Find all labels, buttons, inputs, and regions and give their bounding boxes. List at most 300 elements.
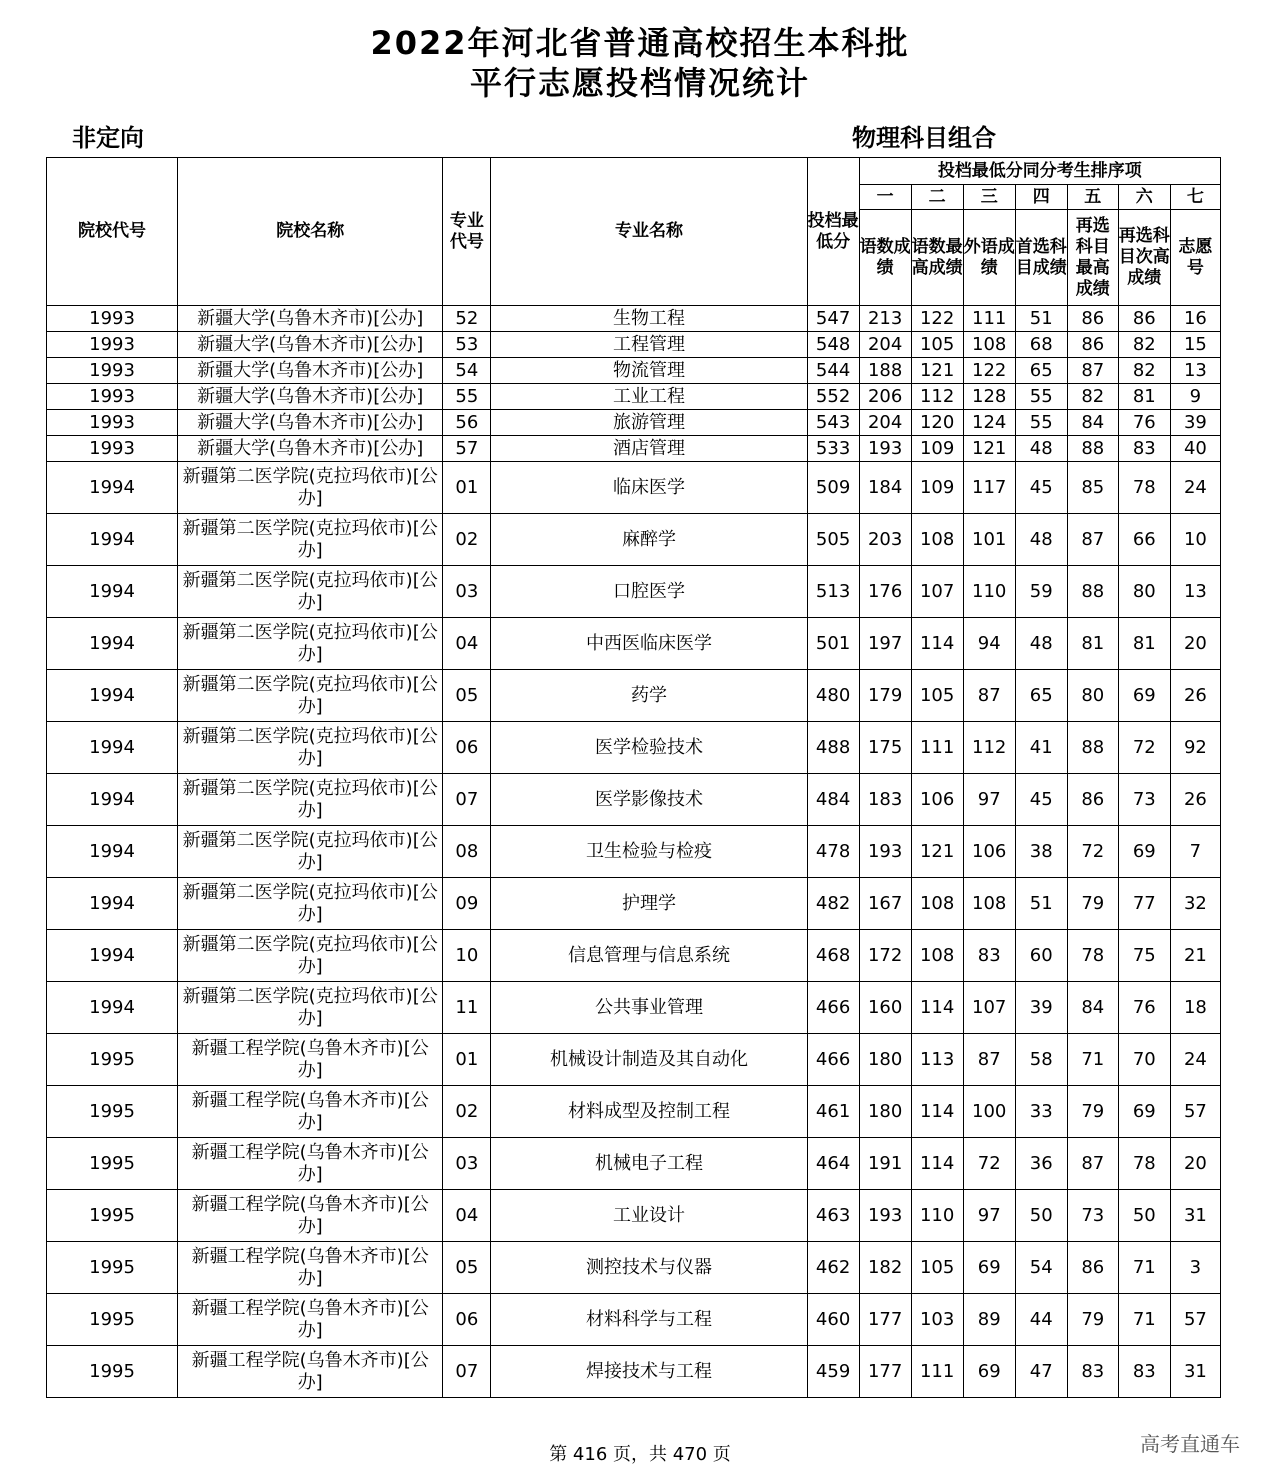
cell-foreign-lang: 101: [963, 514, 1015, 566]
cell-school-name: 新疆工程学院(乌鲁木齐市)[公办]: [178, 1138, 443, 1190]
cell-min-score: 464: [807, 1138, 859, 1190]
table-row: [47, 514, 1221, 566]
table-row: [47, 670, 1221, 722]
header-sort-item-6: 再选科目次高成绩: [1118, 210, 1170, 306]
cell-major-code: 03: [443, 566, 491, 618]
cell-elective-second: 69: [1118, 1086, 1170, 1138]
cell-elective-second: 78: [1118, 1138, 1170, 1190]
header-school-name: 院校名称: [178, 158, 443, 306]
cell-chn-math-max: 111: [911, 722, 963, 774]
header-tiebreak-group: 投档最低分同分考生排序项: [859, 158, 1220, 185]
cell-chn-math-max: 103: [911, 1294, 963, 1346]
table-row: [47, 878, 1221, 930]
cell-min-score: 488: [807, 722, 859, 774]
cell-major-code: 06: [443, 1294, 491, 1346]
cell-school-name: 新疆第二医学院(克拉玛依市)[公办]: [178, 462, 443, 514]
cell-school-code: 1994: [47, 566, 178, 618]
cell-min-score: 533: [807, 436, 859, 462]
cell-elective-max: 86: [1067, 306, 1118, 332]
cell-major-code: 53: [443, 332, 491, 358]
cell-school-name: 新疆第二医学院(克拉玛依市)[公办]: [178, 774, 443, 826]
page-title-line1: 2022年河北省普通高校招生本科批: [370, 24, 910, 62]
cell-elective-max: 80: [1067, 670, 1118, 722]
cell-first-subject: 51: [1015, 878, 1067, 930]
header-sort-item-1: 语数成绩: [859, 210, 911, 306]
cell-first-subject: 45: [1015, 462, 1067, 514]
cell-school-name: 新疆第二医学院(克拉玛依市)[公办]: [178, 618, 443, 670]
cell-school-name: 新疆第二医学院(克拉玛依市)[公办]: [178, 982, 443, 1034]
cell-school-name: 新疆大学(乌鲁木齐市)[公办]: [178, 306, 443, 332]
cell-chn-math-score: 160: [859, 982, 911, 1034]
cell-choice-number: 9: [1170, 384, 1220, 410]
cell-first-subject: 50: [1015, 1190, 1067, 1242]
cell-major-code: 04: [443, 618, 491, 670]
cell-chn-math-max: 114: [911, 1086, 963, 1138]
header-rank-7: 七: [1170, 185, 1220, 210]
cell-major-name: 卫生检验与检疫: [491, 826, 807, 878]
cell-choice-number: 13: [1170, 566, 1220, 618]
cell-major-code: 01: [443, 462, 491, 514]
cell-school-code: 1994: [47, 826, 178, 878]
cell-min-score: 509: [807, 462, 859, 514]
header-rank-4: 四: [1015, 185, 1067, 210]
cell-first-subject: 55: [1015, 410, 1067, 436]
cell-choice-number: 26: [1170, 670, 1220, 722]
cell-school-name: 新疆工程学院(乌鲁木齐市)[公办]: [178, 1242, 443, 1294]
cell-school-code: 1995: [47, 1190, 178, 1242]
cell-school-name: 新疆第二医学院(克拉玛依市)[公办]: [178, 878, 443, 930]
table-row: [47, 1034, 1221, 1086]
cell-chn-math-max: 105: [911, 670, 963, 722]
cell-foreign-lang: 108: [963, 332, 1015, 358]
cell-elective-second: 73: [1118, 774, 1170, 826]
cell-major-name: 麻醉学: [491, 514, 807, 566]
cell-school-code: 1994: [47, 930, 178, 982]
cell-choice-number: 32: [1170, 878, 1220, 930]
cell-min-score: 466: [807, 982, 859, 1034]
cell-choice-number: 40: [1170, 436, 1220, 462]
cell-foreign-lang: 106: [963, 826, 1015, 878]
cell-choice-number: 7: [1170, 826, 1220, 878]
cell-chn-math-max: 108: [911, 878, 963, 930]
cell-major-name: 临床医学: [491, 462, 807, 514]
cell-min-score: 482: [807, 878, 859, 930]
table-row: [47, 618, 1221, 670]
table-row: [47, 982, 1221, 1034]
cell-min-score: 461: [807, 1086, 859, 1138]
cell-foreign-lang: 124: [963, 410, 1015, 436]
cell-chn-math-max: 111: [911, 1346, 963, 1398]
cell-school-code: 1995: [47, 1034, 178, 1086]
cell-school-name: 新疆工程学院(乌鲁木齐市)[公办]: [178, 1294, 443, 1346]
cell-elective-max: 84: [1067, 982, 1118, 1034]
cell-chn-math-score: 182: [859, 1242, 911, 1294]
cell-first-subject: 51: [1015, 306, 1067, 332]
cell-school-name: 新疆大学(乌鲁木齐市)[公办]: [178, 358, 443, 384]
cell-elective-max: 88: [1067, 436, 1118, 462]
table-row: [47, 384, 1221, 410]
cell-chn-math-max: 106: [911, 774, 963, 826]
cell-foreign-lang: 87: [963, 670, 1015, 722]
cell-school-name: 新疆第二医学院(克拉玛依市)[公办]: [178, 722, 443, 774]
cell-elective-second: 86: [1118, 306, 1170, 332]
cell-min-score: 484: [807, 774, 859, 826]
cell-first-subject: 48: [1015, 436, 1067, 462]
cell-school-name: 新疆工程学院(乌鲁木齐市)[公办]: [178, 1034, 443, 1086]
table-row: [47, 462, 1221, 514]
cell-foreign-lang: 69: [963, 1242, 1015, 1294]
cell-foreign-lang: 108: [963, 878, 1015, 930]
table-row: [47, 566, 1221, 618]
header-school-code: 院校代号: [47, 158, 178, 306]
cell-first-subject: 65: [1015, 358, 1067, 384]
cell-major-code: 05: [443, 670, 491, 722]
cell-elective-max: 88: [1067, 722, 1118, 774]
table-row: [47, 722, 1221, 774]
cell-major-name: 旅游管理: [491, 410, 807, 436]
header-sort-item-2: 语数最高成绩: [911, 210, 963, 306]
table-row: [47, 1138, 1221, 1190]
cell-major-code: 02: [443, 514, 491, 566]
cell-major-name: 机械设计制造及其自动化: [491, 1034, 807, 1086]
cell-foreign-lang: 107: [963, 982, 1015, 1034]
cell-chn-math-max: 105: [911, 1242, 963, 1294]
cell-elective-max: 86: [1067, 774, 1118, 826]
cell-first-subject: 58: [1015, 1034, 1067, 1086]
cell-first-subject: 48: [1015, 618, 1067, 670]
cell-first-subject: 68: [1015, 332, 1067, 358]
cell-min-score: 543: [807, 410, 859, 436]
cell-first-subject: 60: [1015, 930, 1067, 982]
header-sort-item-5: 再选科目最高成绩: [1067, 210, 1118, 306]
cell-chn-math-score: 175: [859, 722, 911, 774]
cell-school-code: 1994: [47, 982, 178, 1034]
cell-foreign-lang: 97: [963, 1190, 1015, 1242]
cell-chn-math-score: 177: [859, 1346, 911, 1398]
cell-first-subject: 33: [1015, 1086, 1067, 1138]
cell-chn-math-score: 183: [859, 774, 911, 826]
cell-major-code: 56: [443, 410, 491, 436]
cell-min-score: 459: [807, 1346, 859, 1398]
cell-chn-math-max: 114: [911, 1138, 963, 1190]
cell-chn-math-score: 180: [859, 1086, 911, 1138]
table-row: [47, 410, 1221, 436]
cell-min-score: 501: [807, 618, 859, 670]
cell-school-name: 新疆工程学院(乌鲁木齐市)[公办]: [178, 1086, 443, 1138]
admission-table: [46, 157, 1221, 1398]
cell-chn-math-score: 180: [859, 1034, 911, 1086]
cell-major-code: 54: [443, 358, 491, 384]
cell-school-code: 1993: [47, 436, 178, 462]
cell-elective-second: 66: [1118, 514, 1170, 566]
cell-choice-number: 18: [1170, 982, 1220, 1034]
cell-min-score: 466: [807, 1034, 859, 1086]
cell-chn-math-score: 203: [859, 514, 911, 566]
cell-elective-max: 79: [1067, 1086, 1118, 1138]
table-row: [47, 774, 1221, 826]
cell-chn-math-max: 105: [911, 332, 963, 358]
header-sort-item-7: 志愿号: [1170, 210, 1220, 306]
cell-elective-second: 69: [1118, 670, 1170, 722]
table-row: [47, 1294, 1221, 1346]
cell-chn-math-score: 193: [859, 436, 911, 462]
cell-elective-second: 83: [1118, 436, 1170, 462]
cell-major-name: 测控技术与仪器: [491, 1242, 807, 1294]
cell-foreign-lang: 87: [963, 1034, 1015, 1086]
cell-chn-math-max: 108: [911, 930, 963, 982]
cell-elective-second: 83: [1118, 1346, 1170, 1398]
cell-min-score: 544: [807, 358, 859, 384]
cell-first-subject: 65: [1015, 670, 1067, 722]
cell-major-name: 工业设计: [491, 1190, 807, 1242]
cell-chn-math-max: 121: [911, 358, 963, 384]
cell-school-code: 1995: [47, 1242, 178, 1294]
cell-foreign-lang: 72: [963, 1138, 1015, 1190]
cell-chn-math-max: 110: [911, 1190, 963, 1242]
header-min-score: 投档最低分: [807, 158, 859, 306]
cell-foreign-lang: 89: [963, 1294, 1015, 1346]
cell-major-name: 焊接技术与工程: [491, 1346, 807, 1398]
cell-school-code: 1995: [47, 1138, 178, 1190]
cell-major-name: 药学: [491, 670, 807, 722]
cell-first-subject: 54: [1015, 1242, 1067, 1294]
cell-school-name: 新疆大学(乌鲁木齐市)[公办]: [178, 436, 443, 462]
cell-choice-number: 26: [1170, 774, 1220, 826]
header-rank-2: 二: [911, 185, 963, 210]
table-row: [47, 306, 1221, 332]
cell-school-code: 1994: [47, 618, 178, 670]
cell-foreign-lang: 83: [963, 930, 1015, 982]
cell-school-name: 新疆工程学院(乌鲁木齐市)[公办]: [178, 1346, 443, 1398]
cell-chn-math-score: 167: [859, 878, 911, 930]
cell-school-code: 1993: [47, 306, 178, 332]
cell-major-name: 材料科学与工程: [491, 1294, 807, 1346]
cell-chn-math-score: 188: [859, 358, 911, 384]
cell-major-name: 物流管理: [491, 358, 807, 384]
header-rank-3: 三: [963, 185, 1015, 210]
cell-elective-max: 84: [1067, 410, 1118, 436]
cell-foreign-lang: 111: [963, 306, 1015, 332]
cell-chn-math-max: 121: [911, 826, 963, 878]
cell-major-name: 工程管理: [491, 332, 807, 358]
cell-school-code: 1993: [47, 384, 178, 410]
watermark: 高考直通车: [1140, 1432, 1240, 1456]
cell-chn-math-score: 213: [859, 306, 911, 332]
table-row: [47, 930, 1221, 982]
cell-foreign-lang: 122: [963, 358, 1015, 384]
cell-chn-math-score: 179: [859, 670, 911, 722]
cell-chn-math-max: 108: [911, 514, 963, 566]
cell-chn-math-max: 109: [911, 436, 963, 462]
table-row: [47, 436, 1221, 462]
cell-elective-second: 77: [1118, 878, 1170, 930]
cell-chn-math-max: 114: [911, 618, 963, 670]
cell-major-name: 口腔医学: [491, 566, 807, 618]
cell-school-code: 1994: [47, 462, 178, 514]
cell-major-code: 02: [443, 1086, 491, 1138]
cell-first-subject: 44: [1015, 1294, 1067, 1346]
cell-school-name: 新疆工程学院(乌鲁木齐市)[公办]: [178, 1190, 443, 1242]
cell-first-subject: 47: [1015, 1346, 1067, 1398]
cell-elective-max: 81: [1067, 618, 1118, 670]
cell-elective-max: 73: [1067, 1190, 1118, 1242]
table-row: [47, 1190, 1221, 1242]
cell-chn-math-score: 184: [859, 462, 911, 514]
cell-choice-number: 16: [1170, 306, 1220, 332]
cell-major-code: 06: [443, 722, 491, 774]
cell-major-code: 11: [443, 982, 491, 1034]
cell-school-name: 新疆大学(乌鲁木齐市)[公办]: [178, 384, 443, 410]
cell-elective-second: 71: [1118, 1242, 1170, 1294]
cell-school-name: 新疆第二医学院(克拉玛依市)[公办]: [178, 670, 443, 722]
cell-elective-second: 81: [1118, 618, 1170, 670]
cell-chn-math-max: 114: [911, 982, 963, 1034]
cell-choice-number: 31: [1170, 1346, 1220, 1398]
cell-major-code: 07: [443, 774, 491, 826]
cell-elective-max: 87: [1067, 358, 1118, 384]
header-rank-6: 六: [1118, 185, 1170, 210]
cell-min-score: 513: [807, 566, 859, 618]
cell-major-name: 材料成型及控制工程: [491, 1086, 807, 1138]
cell-school-name: 新疆第二医学院(克拉玛依市)[公办]: [178, 566, 443, 618]
page-footer: 第 416 页，共 470 页: [549, 1444, 731, 1465]
cell-chn-math-max: 113: [911, 1034, 963, 1086]
cell-school-name: 新疆第二医学院(克拉玛依市)[公办]: [178, 514, 443, 566]
cell-choice-number: 10: [1170, 514, 1220, 566]
cell-major-name: 酒店管理: [491, 436, 807, 462]
cell-elective-max: 72: [1067, 826, 1118, 878]
cell-elective-max: 79: [1067, 878, 1118, 930]
cell-chn-math-score: 191: [859, 1138, 911, 1190]
cell-chn-math-score: 172: [859, 930, 911, 982]
cell-chn-math-score: 206: [859, 384, 911, 410]
cell-first-subject: 48: [1015, 514, 1067, 566]
cell-first-subject: 39: [1015, 982, 1067, 1034]
cell-elective-second: 80: [1118, 566, 1170, 618]
cell-choice-number: 57: [1170, 1086, 1220, 1138]
cell-first-subject: 36: [1015, 1138, 1067, 1190]
table-row: [47, 826, 1221, 878]
cell-min-score: 505: [807, 514, 859, 566]
cell-elective-second: 72: [1118, 722, 1170, 774]
cell-foreign-lang: 94: [963, 618, 1015, 670]
cell-chn-math-score: 204: [859, 410, 911, 436]
cell-major-name: 医学检验技术: [491, 722, 807, 774]
cell-elective-second: 81: [1118, 384, 1170, 410]
cell-major-code: 10: [443, 930, 491, 982]
cell-elective-second: 82: [1118, 332, 1170, 358]
cell-first-subject: 55: [1015, 384, 1067, 410]
cell-major-name: 护理学: [491, 878, 807, 930]
cell-foreign-lang: 110: [963, 566, 1015, 618]
cell-min-score: 552: [807, 384, 859, 410]
cell-major-name: 医学影像技术: [491, 774, 807, 826]
cell-chn-math-max: 112: [911, 384, 963, 410]
cell-min-score: 548: [807, 332, 859, 358]
cell-foreign-lang: 69: [963, 1346, 1015, 1398]
table-row: [47, 1346, 1221, 1398]
cell-chn-math-score: 177: [859, 1294, 911, 1346]
cell-elective-max: 83: [1067, 1346, 1118, 1398]
cell-chn-math-score: 204: [859, 332, 911, 358]
cell-choice-number: 13: [1170, 358, 1220, 384]
cell-first-subject: 41: [1015, 722, 1067, 774]
subject-group-label: 物理科目组合: [852, 124, 996, 152]
page-title-line2: 平行志愿投档情况统计: [469, 64, 810, 102]
cell-elective-second: 69: [1118, 826, 1170, 878]
cell-elective-max: 71: [1067, 1034, 1118, 1086]
header-major-code: 专业代号: [443, 158, 491, 306]
cell-school-code: 1994: [47, 670, 178, 722]
cell-school-code: 1995: [47, 1346, 178, 1398]
cell-min-score: 547: [807, 306, 859, 332]
cell-major-code: 03: [443, 1138, 491, 1190]
cell-choice-number: 31: [1170, 1190, 1220, 1242]
cell-major-name: 机械电子工程: [491, 1138, 807, 1190]
cell-school-code: 1994: [47, 514, 178, 566]
cell-choice-number: 92: [1170, 722, 1220, 774]
cell-chn-math-max: 107: [911, 566, 963, 618]
cell-choice-number: 57: [1170, 1294, 1220, 1346]
cell-elective-second: 76: [1118, 982, 1170, 1034]
cell-chn-math-max: 120: [911, 410, 963, 436]
cell-elective-second: 71: [1118, 1294, 1170, 1346]
cell-elective-max: 78: [1067, 930, 1118, 982]
cell-school-name: 新疆第二医学院(克拉玛依市)[公办]: [178, 826, 443, 878]
cell-major-code: 09: [443, 878, 491, 930]
header-rank-5: 五: [1067, 185, 1118, 210]
cell-elective-max: 87: [1067, 1138, 1118, 1190]
cell-choice-number: 20: [1170, 618, 1220, 670]
cell-major-code: 52: [443, 306, 491, 332]
cell-chn-math-score: 197: [859, 618, 911, 670]
table-row: [47, 1086, 1221, 1138]
cell-school-name: 新疆大学(乌鲁木齐市)[公办]: [178, 332, 443, 358]
cell-first-subject: 45: [1015, 774, 1067, 826]
cell-elective-max: 87: [1067, 514, 1118, 566]
cell-major-code: 07: [443, 1346, 491, 1398]
cell-elective-second: 50: [1118, 1190, 1170, 1242]
cell-foreign-lang: 97: [963, 774, 1015, 826]
cell-chn-math-max: 109: [911, 462, 963, 514]
cell-major-name: 生物工程: [491, 306, 807, 332]
cell-foreign-lang: 121: [963, 436, 1015, 462]
cell-major-code: 01: [443, 1034, 491, 1086]
cell-elective-second: 75: [1118, 930, 1170, 982]
cell-school-code: 1995: [47, 1086, 178, 1138]
cell-choice-number: 3: [1170, 1242, 1220, 1294]
cell-foreign-lang: 100: [963, 1086, 1015, 1138]
cell-major-code: 08: [443, 826, 491, 878]
header-rank-1: 一: [859, 185, 911, 210]
cell-foreign-lang: 117: [963, 462, 1015, 514]
cell-elective-max: 88: [1067, 566, 1118, 618]
cell-school-code: 1993: [47, 358, 178, 384]
table-row: [47, 332, 1221, 358]
cell-major-code: 55: [443, 384, 491, 410]
header-major-name: 专业名称: [491, 158, 807, 306]
cell-school-name: 新疆第二医学院(克拉玛依市)[公办]: [178, 930, 443, 982]
cell-major-code: 57: [443, 436, 491, 462]
header-sort-item-4: 首选科目成绩: [1015, 210, 1067, 306]
cell-school-name: 新疆大学(乌鲁木齐市)[公办]: [178, 410, 443, 436]
cell-chn-math-score: 193: [859, 1190, 911, 1242]
table-row: [47, 1242, 1221, 1294]
cell-first-subject: 59: [1015, 566, 1067, 618]
cell-elective-max: 86: [1067, 1242, 1118, 1294]
cell-school-code: 1994: [47, 774, 178, 826]
cell-choice-number: 24: [1170, 462, 1220, 514]
